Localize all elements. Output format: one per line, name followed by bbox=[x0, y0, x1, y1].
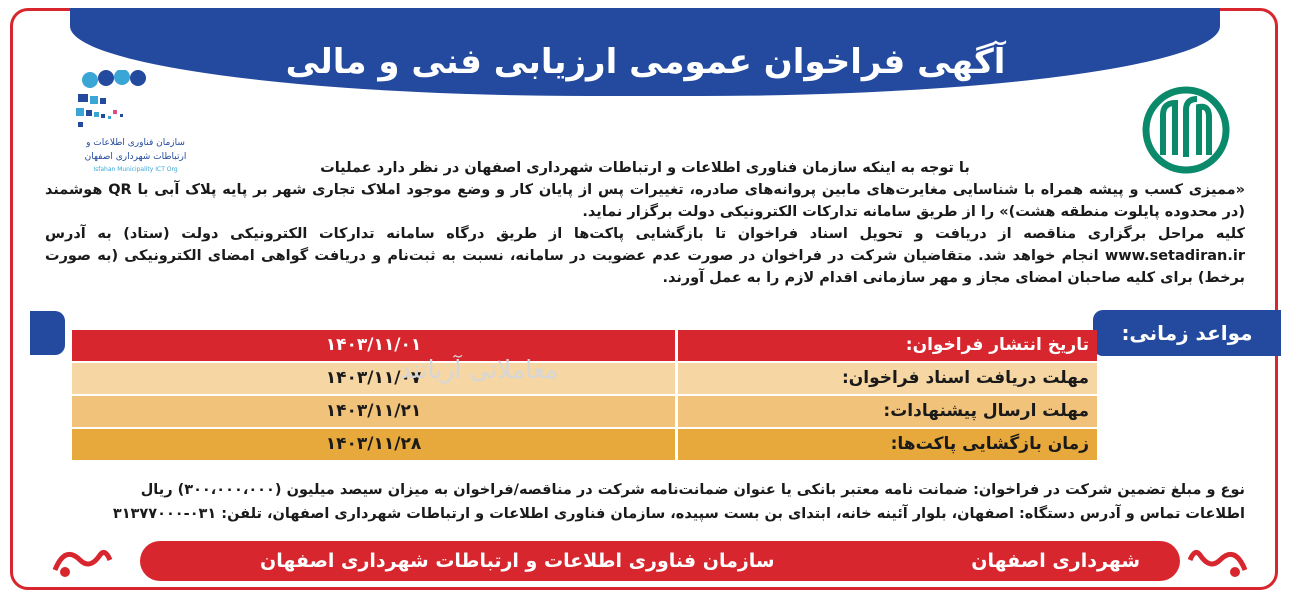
deadline-column-divider bbox=[675, 330, 678, 460]
deadline-label: مهلت ارسال پیشنهادات: bbox=[883, 401, 1089, 421]
project-description: «ممیزی کسب و پیشه همراه با شناسایی مغایرت‌های مابین پروانه‌های صادره، تغییرات پس از پایان کار و وضع موجود املاک تجاری شهر بر پایه پلاک آبی با QR هوشمند (در محدوده پایلوت منطقه هشت)» را از طریق سامانه تدارکات الکترونیکی دولت برگزار نماید. bbox=[45, 182, 1246, 220]
guarantee-info: نوع و مبلغ تضمین شرکت در فراخوان: ضمانت نامه معتبر بانکی یا عنوان ضمانت‌نامه شرکت در مناقصه/فراخوان به میزان سیصد میلیون (۳۰۰،۰۰۰،۰۰۰) ریال bbox=[140, 482, 1245, 498]
deadline-row-opening bbox=[72, 429, 1097, 460]
deadline-label: زمان بازگشایی پاکت‌ها: bbox=[890, 434, 1089, 454]
deadlines-left-cap bbox=[30, 311, 65, 355]
deadline-row-documents bbox=[72, 363, 1097, 394]
contact-info: اطلاعات تماس و آدرس دستگاه: اصفهان، بلوار آئینه خانه، ابتدای بن بست سپیده، سازمان فناوری اطلاعات و ارتباطات شهرداری اصفهان، تلفن: ۰۳۱-۳۱۳۷۷۰۰۰ bbox=[112, 506, 1245, 522]
deadline-value: ۱۴۰۳/۱۱/۲۸ bbox=[325, 434, 422, 454]
deadline-value: ۱۴۰۳/۱۱/۰۷ bbox=[325, 368, 422, 388]
bottom-banner bbox=[140, 541, 1180, 581]
ict-logo-line1: سازمان فناوری اطلاعات و bbox=[86, 138, 185, 148]
footer-info bbox=[45, 478, 1245, 526]
announcement-body bbox=[45, 157, 1245, 289]
deadline-row-publish bbox=[72, 330, 1097, 361]
deadline-value: ۱۴۰۳/۱۱/۲۱ bbox=[325, 401, 422, 421]
procedure-description: کلیه مراحل برگزاری مناقصه از دریافت و تحویل اسناد فراخوان تا بازگشایی پاکت‌ها از طریق درگاه سامانه تدارکات الکترونیکی دولت (ستاد) به آدرس www.setadiran.ir انجام خواهد شد. متقاضیان شرکت در فراخوان در صورت عدم عضویت در سامانه، نسبت به ثبت‌نام و دریافت گواهی امضای الکترونیکی (به صورت برخط) برای کلیه صاحبان امضای مجاز و مهر سازمانی اقدام لازم را به عمل آورند. bbox=[45, 226, 1245, 286]
ict-dots-icon bbox=[68, 70, 203, 136]
bottom-municipality-name: شهرداری اصفهان bbox=[971, 550, 1140, 572]
ict-logo-line3: Isfahan Municipality ICT Org bbox=[93, 166, 178, 173]
ict-logo-line2: ارتباطات شهرداری اصفهان bbox=[84, 152, 187, 162]
bottom-org-name: سازمان فناوری اطلاعات و ارتباطات شهرداری اصفهان bbox=[260, 550, 775, 572]
deadlines-tab: مواعد زمانی: bbox=[1093, 310, 1281, 356]
deadline-row-submission bbox=[72, 396, 1097, 427]
ornament-left-icon bbox=[45, 540, 115, 585]
deadline-value: ۱۴۰۳/۱۱/۰۱ bbox=[325, 335, 422, 355]
ornament-right-icon bbox=[1185, 540, 1255, 585]
deadline-label: تاریخ انتشار فراخوان: bbox=[905, 335, 1089, 355]
deadline-label: مهلت دریافت اسناد فراخوان: bbox=[841, 368, 1089, 388]
intro-line: با توجه به اینکه سازمان فناوری اطلاعات و ارتباطات شهرداری اصفهان در نظر دارد عملیات bbox=[320, 160, 970, 176]
watermark-text: معاملاتی آریاتند bbox=[400, 355, 559, 384]
page-title: آگهی فراخوان عمومی ارزیابی فنی و مالی bbox=[285, 42, 1006, 82]
